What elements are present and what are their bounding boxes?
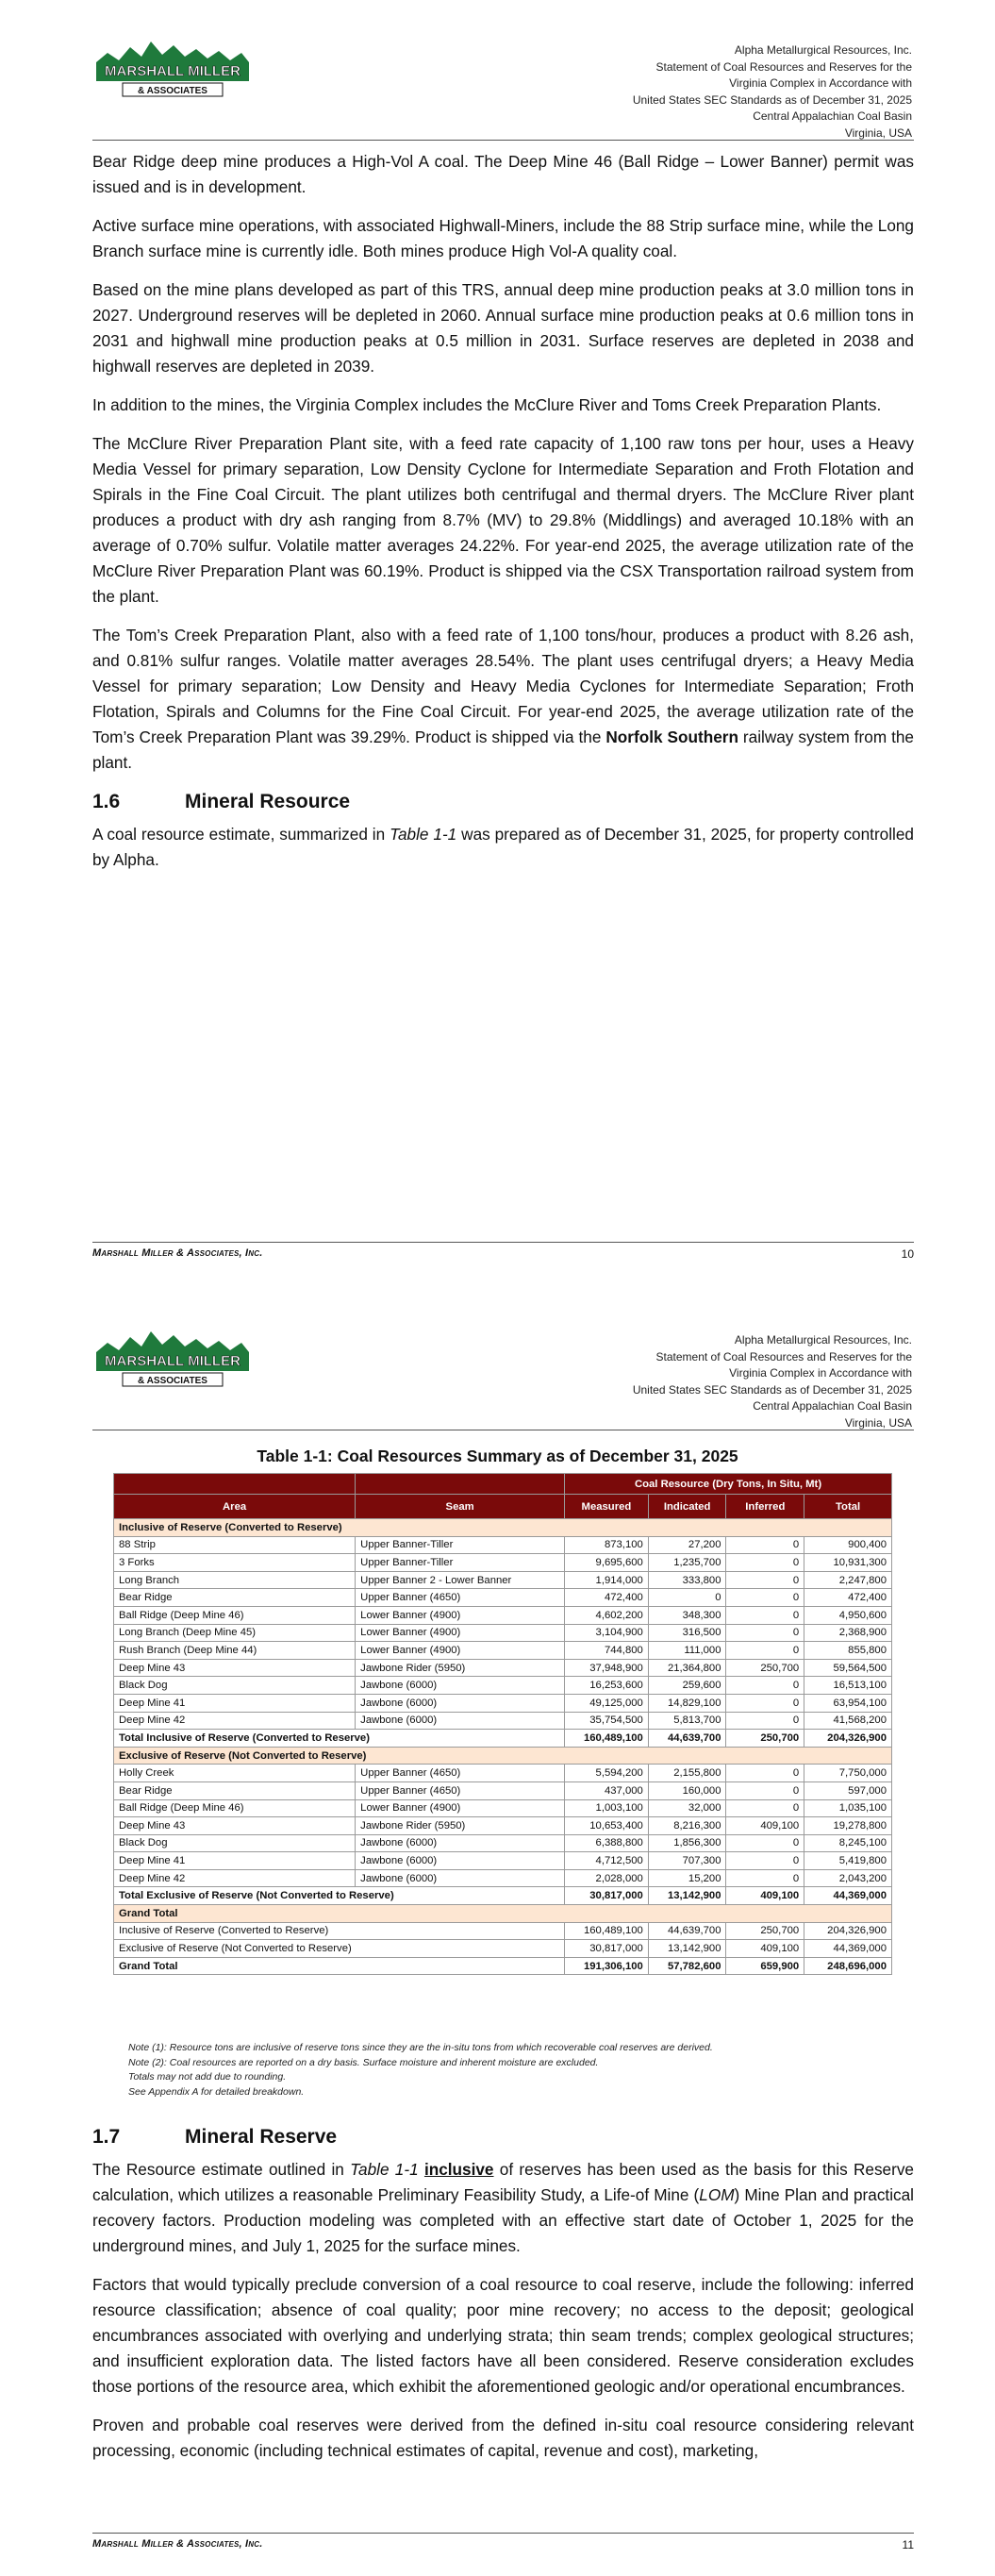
- cell-inferred: 0: [726, 1642, 804, 1660]
- cell-seam: Upper Banner-Tiller: [356, 1554, 565, 1572]
- table-row: [114, 1659, 892, 1677]
- cell-measured: 37,948,900: [565, 1659, 649, 1677]
- footer-company: Marshall Miller & Associates, Inc.: [92, 2538, 263, 2550]
- coal-resources-table: [113, 1473, 892, 1975]
- cell-measured: 10,653,400: [565, 1817, 649, 1835]
- cell-seam: Lower Banner (4900): [356, 1624, 565, 1642]
- cell-total: 900,400: [804, 1536, 892, 1554]
- section-heading-1-7: 1.7 Mineral Reserve: [92, 2126, 338, 2148]
- cell-seam: Jawbone (6000): [356, 1677, 565, 1695]
- table-row: [114, 1694, 892, 1712]
- cell-inferred: 0: [726, 1589, 804, 1607]
- cell-total: 597,000: [804, 1781, 892, 1799]
- table-row: [114, 1554, 892, 1572]
- cell-measured: 1,914,000: [565, 1571, 649, 1589]
- table-row: [114, 1536, 892, 1554]
- cell-area: Deep Mine 42: [114, 1712, 356, 1730]
- cell-indicated: 333,800: [648, 1571, 726, 1589]
- table-title: Table 1-1: Coal Resources Summary as of December 31, 2025: [257, 1447, 738, 1465]
- cell-area: Holly Creek: [114, 1765, 356, 1782]
- cell-measured: 4,602,200: [565, 1606, 649, 1624]
- cell-seam: Upper Banner (4650): [356, 1589, 565, 1607]
- section-row-inclusive: Inclusive of Reserve (Converted to Reserve): [114, 1519, 892, 1537]
- cell-seam: Jawbone (6000): [356, 1712, 565, 1730]
- cell-total: 855,800: [804, 1642, 892, 1660]
- cell-indicated: 32,000: [648, 1799, 726, 1817]
- cell-seam: Upper Banner (4650): [356, 1781, 565, 1799]
- table-notes: Note (1): Resource tons are inclusive of reserve tons since they are the in-situ tons from which recoverable coal reserves are derived. Note (2): Coal resources are reported on a dry basis. Surface moisture and inherent moisture are excluded. Totals may not add due to rounding. See Appendix A for detailed breakdown.: [128, 2042, 713, 2098]
- cell-area: 3 Forks: [114, 1554, 356, 1572]
- cell-indicated: 27,200: [648, 1536, 726, 1554]
- report-header: Alpha Metallurgical Resources, Inc. Statement of Coal Resources and Reserves for the Virginia Complex in Accordance with United States SEC Standards as of December 31, 2025 Central Appalachian Coal Basin Virginia, USA: [632, 1333, 912, 1430]
- cell-total: 2,247,800: [804, 1571, 892, 1589]
- super-header: Coal Resource (Dry Tons, In Situ, Mt): [565, 1474, 892, 1495]
- cell-indicated: 707,300: [648, 1852, 726, 1870]
- cell-measured: 2,028,000: [565, 1869, 649, 1887]
- exclusive-rows: [114, 1765, 892, 1887]
- svg-text:MARSHALL MILLER: MARSHALL MILLER: [105, 1353, 240, 1369]
- cell-inferred: 409,100: [726, 1817, 804, 1835]
- cell-inferred: 0: [726, 1571, 804, 1589]
- total-row-inclusive: Total Inclusive of Reserve (Converted to Reserve) 160,489,100 44,639,700 250,700 204,326,900: [114, 1730, 892, 1748]
- cell-inferred: 0: [726, 1677, 804, 1695]
- table-row: [114, 1799, 892, 1817]
- cell-area: Long Branch: [114, 1571, 356, 1589]
- cell-seam: Jawbone Rider (5950): [356, 1659, 565, 1677]
- section-heading-1-6: 1.6 Mineral Resource: [92, 791, 351, 812]
- table-row: [114, 1606, 892, 1624]
- cell-inferred: 0: [726, 1781, 804, 1799]
- table-row: [114, 1817, 892, 1835]
- cell-area: Deep Mine 42: [114, 1869, 356, 1887]
- cell-inferred: 0: [726, 1606, 804, 1624]
- table-row: [114, 1642, 892, 1660]
- cell-inferred: 250,700: [726, 1659, 804, 1677]
- cell-indicated: 316,500: [648, 1624, 726, 1642]
- cell-area: Deep Mine 43: [114, 1817, 356, 1835]
- cell-inferred: 0: [726, 1536, 804, 1554]
- cell-area: Ball Ridge (Deep Mine 46): [114, 1606, 356, 1624]
- total-row-exclusive: Total Exclusive of Reserve (Not Converted to Reserve) 30,817,000 13,142,900 409,100 44,369,000: [114, 1887, 892, 1905]
- section-row-grand-total: Grand Total: [114, 1905, 892, 1923]
- cell-area: Bear Ridge: [114, 1589, 356, 1607]
- table-row: [114, 1571, 892, 1589]
- cell-area: Long Branch (Deep Mine 45): [114, 1624, 356, 1642]
- cell-inferred: 0: [726, 1765, 804, 1782]
- paragraph-toms-creek: The Tom’s Creek Preparation Plant, also with a feed rate of 1,100 tons/hour, produces a product with 8.26 ash, and 0.81% sulfur ranges. Volatile matter averages 28.54%. The plant uses centrifugal dryers; a Heavy Media Vessel for primary separation; Low Density and Heavy Media Cyclones for Intermediate Separation; Froth Flotation, Spirals and Columns for the Fine Coal Circuit. For year-end 2025, the average utilization rate of the Tom’s Creek Preparation Plant was 39.29%. Product is shipped via the Norfolk Southern railway system from the plant.: [92, 626, 914, 772]
- table-row: Exclusive of Reserve (Not Converted to Reserve) 30,817,000 13,142,900 409,100 44,369,000: [114, 1940, 892, 1958]
- table-row: [114, 1624, 892, 1642]
- cell-seam: Jawbone (6000): [356, 1852, 565, 1870]
- cell-indicated: 259,600: [648, 1677, 726, 1695]
- cell-seam: Upper Banner 2 - Lower Banner: [356, 1571, 565, 1589]
- footer-divider: [92, 1242, 914, 1243]
- cell-inferred: 0: [726, 1869, 804, 1887]
- marshall-miller-logo: [94, 1328, 251, 1396]
- cell-area: Black Dog: [114, 1677, 356, 1695]
- marshall-miller-logo: [94, 38, 251, 106]
- footer-divider: [92, 2533, 914, 2534]
- cell-measured: 35,754,500: [565, 1712, 649, 1730]
- cell-area: Deep Mine 43: [114, 1659, 356, 1677]
- cell-measured: 3,104,900: [565, 1624, 649, 1642]
- table-row: [114, 1677, 892, 1695]
- cell-area: Deep Mine 41: [114, 1694, 356, 1712]
- cell-seam: Lower Banner (4900): [356, 1606, 565, 1624]
- cell-indicated: 14,829,100: [648, 1694, 726, 1712]
- cell-indicated: 160,000: [648, 1781, 726, 1799]
- page1-body: [92, 149, 914, 886]
- section-row-exclusive: Exclusive of Reserve (Not Converted to Reserve): [114, 1747, 892, 1765]
- table-row: Inclusive of Reserve (Converted to Reserve) 160,489,100 44,639,700 250,700 204,326,900: [114, 1922, 892, 1940]
- cell-measured: 9,695,600: [565, 1554, 649, 1572]
- cell-indicated: 348,300: [648, 1606, 726, 1624]
- cell-indicated: 5,813,700: [648, 1712, 726, 1730]
- inclusive-rows: [114, 1536, 892, 1730]
- col-header-inferred: Inferred: [726, 1495, 804, 1519]
- cell-measured: 4,712,500: [565, 1852, 649, 1870]
- cell-total: 5,419,800: [804, 1852, 892, 1870]
- header-divider: [92, 140, 914, 141]
- col-header-indicated: Indicated: [648, 1495, 726, 1519]
- cell-area: Deep Mine 41: [114, 1852, 356, 1870]
- report-header: Alpha Metallurgical Resources, Inc. Statement of Coal Resources and Reserves for the Virginia Complex in Accordance with United States SEC Standards as of December 31, 2025 Central Appalachian Coal Basin Virginia, USA: [632, 43, 912, 140]
- cell-seam: Upper Banner (4650): [356, 1765, 565, 1782]
- cell-total: 41,568,200: [804, 1712, 892, 1730]
- cell-inferred: 0: [726, 1694, 804, 1712]
- cell-measured: 1,003,100: [565, 1799, 649, 1817]
- cell-total: 2,043,200: [804, 1869, 892, 1887]
- paragraph: Proven and probable coal reserves were derived from the defined in-situ coal resource considering relevant processing, economic (including technical estimates of capital, revenue and cost), marketing,: [92, 2416, 914, 2460]
- cell-indicated: 1,235,700: [648, 1554, 726, 1572]
- cell-measured: 16,253,600: [565, 1677, 649, 1695]
- cell-seam: Upper Banner-Tiller: [356, 1536, 565, 1554]
- cell-seam: Jawbone (6000): [356, 1834, 565, 1852]
- cell-area: Black Dog: [114, 1834, 356, 1852]
- cell-total: 472,400: [804, 1589, 892, 1607]
- paragraph: Factors that would typically preclude conversion of a coal resource to coal reserve, include the following: inferred resource classification; absence of coal quality; poor mine recovery; no access to the deposit; geological encumbrances associated with overlying and underlying strata; thin seam trends; complex geological structures; and insufficient exploration data. The listed factors have all been considered. Reserve consideration excludes those portions of the resource area, which exhibit the aforementioned geologic and/or operational encumbrances.: [92, 2275, 914, 2396]
- paragraph: The Resource estimate outlined in Table 1-1 inclusive of reserves has been used as the basis for this Reserve calculation, which utilizes a reasonable Preliminary Feasibility Study, a Life-of Mine (LOM) Mine Plan and practical recovery factors. Production modeling was completed with an effective start date of October 1, 2025 for the underground mines, and July 1, 2025 for the surface mines.: [92, 2160, 914, 2255]
- paragraph: Based on the mine plans developed as part of this TRS, annual deep mine production peaks at 3.0 million tons in 2027. Underground reserves will be depleted in 2060. Annual surface mine production peaks at 0.6 million tons in 2031 and highwall mine production peaks at 0.5 million in 2031. Surface reserves are depleted in 2038 and highwall reserves are depleted in 2039.: [92, 280, 914, 376]
- paragraph: In addition to the mines, the Virginia Complex includes the McClure River and Toms Creek Preparation Plants.: [92, 395, 882, 414]
- table-row: [114, 1781, 892, 1799]
- cell-total: 2,368,900: [804, 1624, 892, 1642]
- footer-company: Marshall Miller & Associates, Inc.: [92, 1247, 263, 1259]
- cell-inferred: 0: [726, 1554, 804, 1572]
- grand-total-row: Grand Total 191,306,100 57,782,600 659,900 248,696,000: [114, 1957, 892, 1975]
- cell-area: 88 Strip: [114, 1536, 356, 1554]
- cell-total: 10,931,300: [804, 1554, 892, 1572]
- cell-measured: 744,800: [565, 1642, 649, 1660]
- cell-seam: Jawbone (6000): [356, 1869, 565, 1887]
- svg-text:& ASSOCIATES: & ASSOCIATES: [138, 1376, 207, 1386]
- table-row: [114, 1765, 892, 1782]
- paragraph: The McClure River Preparation Plant site, with a feed rate capacity of 1,100 raw tons per hour, uses a Heavy Media Vessel for primary separation, Low Density Cyclone for Intermediate Separation and Froth Flotation and Spirals in the Fine Coal Circuit. The plant utilizes both centrifugal and thermal dryers. The McClure River plant produces a product with dry ash ranging from 8.7% (MV) to 29.8% (Middlings) and averaged 10.18% with an average of 0.70% sulfur. Volatile matter averages 24.22%. For year-end 2025, the average utilization rate of the McClure River Preparation Plant was 60.19%. Product is shipped via the CSX Transportation railroad system from the plant.: [92, 434, 914, 606]
- cell-measured: 873,100: [565, 1536, 649, 1554]
- cell-measured: 49,125,000: [565, 1694, 649, 1712]
- svg-text:MARSHALL MILLER: MARSHALL MILLER: [105, 63, 240, 79]
- col-header-area: Area: [114, 1495, 356, 1519]
- cell-total: 59,564,500: [804, 1659, 892, 1677]
- cell-total: 19,278,800: [804, 1817, 892, 1835]
- page-number: 10: [901, 1247, 914, 1261]
- cell-area: Ball Ridge (Deep Mine 46): [114, 1799, 356, 1817]
- cell-indicated: 0: [648, 1589, 726, 1607]
- col-header-total: Total: [804, 1495, 892, 1519]
- cell-indicated: 1,856,300: [648, 1834, 726, 1852]
- cell-area: Rush Branch (Deep Mine 44): [114, 1642, 356, 1660]
- cell-measured: 6,388,800: [565, 1834, 649, 1852]
- cell-total: 16,513,100: [804, 1677, 892, 1695]
- paragraph: A coal resource estimate, summarized in Table 1-1 was prepared as of December 31, 2025, for property controlled by Alpha.: [92, 825, 914, 869]
- page2-body: [92, 2115, 914, 2477]
- cell-indicated: 15,200: [648, 1869, 726, 1887]
- cell-total: 7,750,000: [804, 1765, 892, 1782]
- table-row: [114, 1869, 892, 1887]
- cell-indicated: 21,364,800: [648, 1659, 726, 1677]
- cell-measured: 472,400: [565, 1589, 649, 1607]
- cell-total: 63,954,100: [804, 1694, 892, 1712]
- table-row: [114, 1852, 892, 1870]
- table-row: [114, 1834, 892, 1852]
- col-header-seam: Seam: [356, 1495, 565, 1519]
- table-row: [114, 1712, 892, 1730]
- cell-total: 8,245,100: [804, 1834, 892, 1852]
- cell-seam: Lower Banner (4900): [356, 1642, 565, 1660]
- cell-seam: Jawbone (6000): [356, 1694, 565, 1712]
- svg-text:& ASSOCIATES: & ASSOCIATES: [138, 86, 207, 96]
- cell-measured: 437,000: [565, 1781, 649, 1799]
- cell-seam: Lower Banner (4900): [356, 1799, 565, 1817]
- cell-measured: 5,594,200: [565, 1765, 649, 1782]
- paragraph: Active surface mine operations, with associated Highwall-Miners, include the 88 Strip surface mine, while the Long Branch surface mine is currently idle. Both mines produce High Vol-A quality coal.: [92, 216, 914, 260]
- cell-inferred: 0: [726, 1712, 804, 1730]
- cell-total: 4,950,600: [804, 1606, 892, 1624]
- cell-seam: Jawbone Rider (5950): [356, 1817, 565, 1835]
- cell-total: 1,035,100: [804, 1799, 892, 1817]
- cell-inferred: 0: [726, 1624, 804, 1642]
- cell-indicated: 111,000: [648, 1642, 726, 1660]
- cell-inferred: 0: [726, 1834, 804, 1852]
- cell-inferred: 0: [726, 1852, 804, 1870]
- cell-inferred: 0: [726, 1799, 804, 1817]
- table-row: [114, 1589, 892, 1607]
- col-header-measured: Measured: [565, 1495, 649, 1519]
- cell-indicated: 8,216,300: [648, 1817, 726, 1835]
- cell-indicated: 2,155,800: [648, 1765, 726, 1782]
- paragraph: Bear Ridge deep mine produces a High-Vol A coal. The Deep Mine 46 (Ball Ridge – Lower Banner) permit was issued and is in development.: [92, 152, 914, 196]
- cell-area: Bear Ridge: [114, 1781, 356, 1799]
- page-number: 11: [902, 2538, 914, 2551]
- page-11: [0, 1288, 995, 2576]
